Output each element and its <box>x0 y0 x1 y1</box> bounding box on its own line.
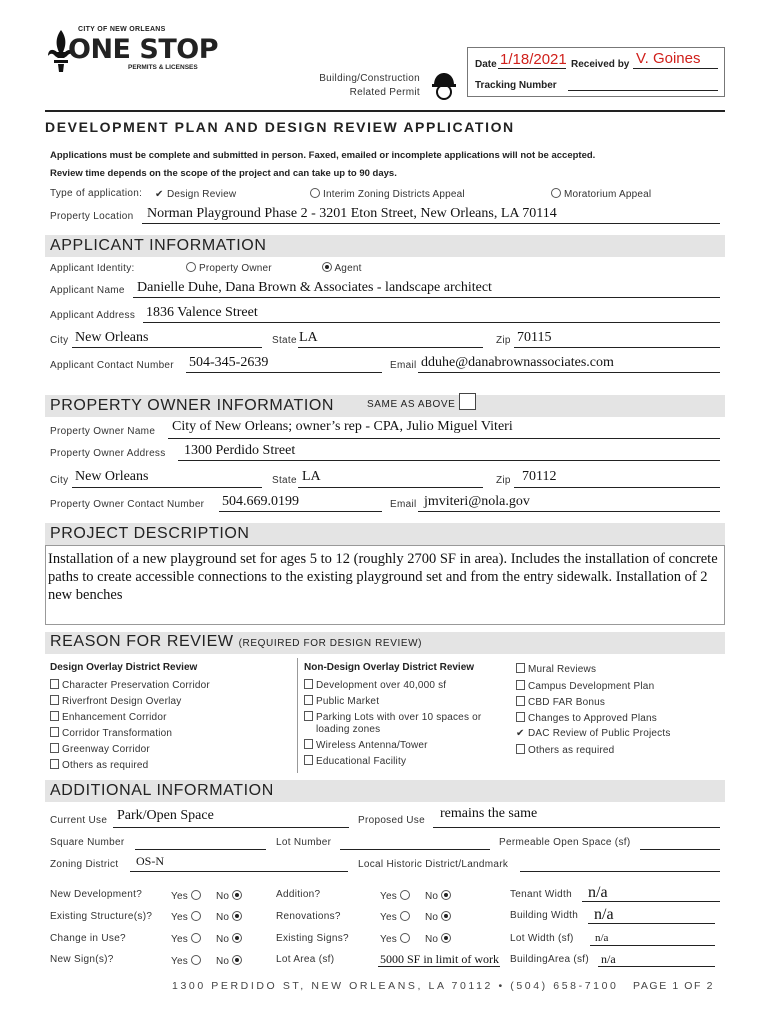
q-existing-structures: Existing Structure(s)? <box>50 911 153 922</box>
q-new-signs: New Sign(s)? <box>50 954 114 965</box>
owner-phone-field[interactable]: 504.669.0199 <box>222 494 299 509</box>
new-signs-yes[interactable]: Yes <box>171 955 201 967</box>
reason-character-preservation[interactable]: Character Preservation Corridor <box>50 679 210 691</box>
square-number-label: Square Number <box>50 837 125 848</box>
applicant-state-label: State <box>272 335 297 346</box>
signs-no[interactable]: No <box>425 933 451 945</box>
reason-educational[interactable]: Educational Facility <box>304 755 406 767</box>
new-signs-no[interactable]: No <box>216 955 242 967</box>
reason-greenway[interactable]: Greenway Corridor <box>50 743 150 755</box>
property-location-field[interactable]: Norman Playground Phase 2 - 3201 Eton Street, New Orleans, LA 70114 <box>147 206 557 221</box>
owner-name-label: Property Owner Name <box>50 426 156 437</box>
current-use-label: Current Use <box>50 815 108 826</box>
logo-sub: PERMITS & LICENSES <box>128 64 198 71</box>
page-title: DEVELOPMENT PLAN AND DESIGN REVIEW APPLICATION <box>45 119 515 135</box>
reason-wireless[interactable]: Wireless Antenna/Tower <box>304 739 428 751</box>
change-yes[interactable]: Yes <box>171 933 201 945</box>
q-addition: Addition? <box>276 889 321 900</box>
addition-no[interactable]: No <box>425 890 451 902</box>
change-no[interactable]: No <box>216 933 242 945</box>
reason-cbd-far[interactable]: CBD FAR Bonus <box>516 696 605 708</box>
new-dev-yes[interactable]: Yes <box>171 890 201 902</box>
applicant-city-label: City <box>50 335 69 346</box>
q-renovations: Renovations? <box>276 911 341 922</box>
q-change-in-use: Change in Use? <box>50 933 126 944</box>
reason-dac-review[interactable]: ✔ DAC Review of Public Projects <box>516 728 671 739</box>
applicant-name-label: Applicant Name <box>50 285 125 296</box>
lot-width-field[interactable]: n/a <box>595 932 609 944</box>
check-icon: ✔ <box>155 189 164 200</box>
logo-city: CITY OF NEW ORLEANS <box>78 26 166 33</box>
design-overlay-title: Design Overlay District Review <box>50 662 198 673</box>
square-number-field[interactable] <box>135 849 266 850</box>
proposed-use-field[interactable]: remains the same <box>440 806 538 821</box>
building-width-label: Building Width <box>510 910 579 921</box>
project-description-text: Installation of a new playground set for ages 5 to 12 (roughly 2700 SF in area). Includes the installation of concrete paths to create accessible connections to the existing playground set and from the entry sidewalk. Installation of 2 new benches <box>48 551 718 603</box>
logo <box>44 26 219 76</box>
reason-others-design[interactable]: Others as required <box>50 759 148 771</box>
check-icon: ✔ <box>516 728 525 739</box>
reason-corridor-transformation[interactable]: Corridor Transformation <box>50 727 172 739</box>
identity-property-owner[interactable]: Property Owner <box>186 262 272 274</box>
building-width-field[interactable]: n/a <box>594 906 614 923</box>
same-as-above-checkbox[interactable] <box>459 393 476 410</box>
reason-enhancement[interactable]: Enhancement Corridor <box>50 711 167 723</box>
received-label: Received by <box>571 59 630 70</box>
tracking-label: Tracking Number <box>475 80 557 91</box>
owner-address-label: Property Owner Address <box>50 448 166 459</box>
applicant-zip-label: Zip <box>496 335 511 346</box>
notice-submission: Applications must be complete and submitted in person. Faxed, emailed or incomplete applications will not be accepted. <box>50 150 596 161</box>
permeable-field[interactable] <box>640 849 720 850</box>
reason-parking-lots[interactable]: Parking Lots with over 10 spaces or <box>304 711 481 723</box>
permit-label-2: Related Permit <box>349 87 420 98</box>
new-dev-no[interactable]: No <box>216 890 242 902</box>
owner-email-field[interactable]: jmviteri@nola.gov <box>424 494 530 509</box>
project-heading: PROJECT DESCRIPTION <box>50 525 250 542</box>
applicant-address-field[interactable]: 1836 Valence Street <box>146 305 258 320</box>
applicant-phone-label: Applicant Contact Number <box>50 360 174 371</box>
reason-others-nondesign[interactable]: Others as required <box>516 744 614 756</box>
historic-label: Local Historic District/Landmark <box>358 859 509 870</box>
applicant-address-label: Applicant Address <box>50 310 136 321</box>
applicant-name-field[interactable]: Danielle Duhe, Dana Brown & Associates - landscape architect <box>137 280 492 295</box>
application-type-label: Type of application: <box>50 188 143 199</box>
proposed-use-label: Proposed Use <box>358 815 425 826</box>
notice-review-time: Review time depends on the scope of the project and can take up to 90 days. <box>50 168 397 179</box>
date-value: 1/18/2021 <box>500 51 567 68</box>
owner-phone-label: Property Owner Contact Number <box>50 499 205 510</box>
building-area-label: BuildingArea (sf) <box>510 954 590 965</box>
permit-label-1: Building/Construction <box>319 73 420 84</box>
owner-state-field[interactable]: LA <box>302 469 321 484</box>
lot-area-field[interactable]: 5000 SF in limit of work <box>380 952 500 966</box>
owner-zip-label: Zip <box>496 475 511 486</box>
applicant-identity-label: Applicant Identity: <box>50 263 135 274</box>
applicant-email-field[interactable]: dduhe@danabrownassociates.com <box>421 355 614 370</box>
lot-area-label: Lot Area (sf) <box>276 954 335 965</box>
office-use-box <box>467 47 725 97</box>
non-design-overlay-title: Non-Design Overlay District Review <box>304 662 475 673</box>
reason-riverfront[interactable]: Riverfront Design Overlay <box>50 695 181 707</box>
footer-address: 1300 PERDIDO ST, NEW ORLEANS, LA 70112 • (504) 658-7100 <box>172 980 619 992</box>
tenant-width-field[interactable]: n/a <box>588 884 608 901</box>
type-design-review[interactable]: ✔ Design Review <box>155 189 237 200</box>
reason-changes-approved[interactable]: Changes to Approved Plans <box>516 712 657 724</box>
existing-yes[interactable]: Yes <box>171 911 201 923</box>
owner-state-label: State <box>272 475 297 486</box>
owner-heading: PROPERTY OWNER INFORMATION <box>50 397 335 414</box>
current-use-field[interactable]: Park/Open Space <box>117 808 214 823</box>
applicant-email-label: Email <box>390 360 417 371</box>
q-existing-signs: Existing Signs? <box>276 933 349 944</box>
date-label: Date <box>475 59 497 70</box>
applicant-city-field[interactable]: New Orleans <box>75 330 149 345</box>
same-as-above-label: SAME AS ABOVE <box>367 399 456 410</box>
property-location-label: Property Location <box>50 211 134 222</box>
reason-public-market[interactable]: Public Market <box>304 695 379 707</box>
renovations-yes[interactable]: Yes <box>380 911 410 923</box>
project-description-box[interactable] <box>45 545 725 625</box>
applicant-heading: APPLICANT INFORMATION <box>50 237 267 254</box>
lot-number-field[interactable] <box>340 849 490 850</box>
additional-heading: ADDITIONAL INFORMATION <box>50 782 274 799</box>
permeable-label: Permeable Open Space (sf) <box>499 837 631 848</box>
renovations-no[interactable]: No <box>425 911 451 923</box>
lot-width-label: Lot Width (sf) <box>510 933 574 944</box>
logo-main: ONE STOP <box>68 34 218 65</box>
signs-yes[interactable]: Yes <box>380 933 410 945</box>
reason-parking-lots-cont: loading zones <box>316 724 381 735</box>
reason-mural[interactable]: Mural Reviews <box>516 663 596 675</box>
historic-field[interactable] <box>520 871 720 872</box>
building-area-field[interactable]: n/a <box>601 952 616 966</box>
addition-yes[interactable]: Yes <box>380 890 410 902</box>
type-moratorium[interactable]: Moratorium Appeal <box>551 188 651 200</box>
applicant-zip-field[interactable]: 70115 <box>517 330 552 345</box>
reason-heading-note: (REQUIRED FOR DESIGN REVIEW) <box>238 638 423 649</box>
tenant-width-label: Tenant Width <box>510 889 572 900</box>
reason-campus[interactable]: Campus Development Plan <box>516 680 654 692</box>
hard-hat-icon <box>431 71 457 101</box>
reason-heading: REASON FOR REVIEW (REQUIRED FOR DESIGN REVIEW) <box>50 633 423 650</box>
received-value: V. Goines <box>636 50 701 67</box>
zoning-label: Zoning District <box>50 859 119 870</box>
type-interim-zoning[interactable]: Interim Zoning Districts Appeal <box>310 188 465 200</box>
owner-zip-field[interactable]: 70112 <box>522 469 557 484</box>
existing-no[interactable]: No <box>216 911 242 923</box>
q-new-development: New Development? <box>50 889 143 900</box>
applicant-phone-field[interactable]: 504-345-2639 <box>189 355 269 370</box>
reason-development-40000[interactable]: Development over 40,000 sf <box>304 679 446 691</box>
owner-address-field[interactable]: 1300 Perdido Street <box>184 443 296 458</box>
lot-number-label: Lot Number <box>276 837 332 848</box>
page-number: PAGE 1 OF 2 <box>633 980 715 992</box>
applicant-state-field[interactable]: LA <box>299 330 318 345</box>
identity-agent[interactable]: Agent <box>322 262 362 274</box>
owner-city-label: City <box>50 475 69 486</box>
owner-name-field[interactable]: City of New Orleans; owner’s rep - CPA, Julio Miguel Viteri <box>172 419 513 434</box>
owner-email-label: Email <box>390 499 417 510</box>
owner-city-field[interactable]: New Orleans <box>75 469 149 484</box>
zoning-field[interactable]: OS-N <box>136 854 165 868</box>
